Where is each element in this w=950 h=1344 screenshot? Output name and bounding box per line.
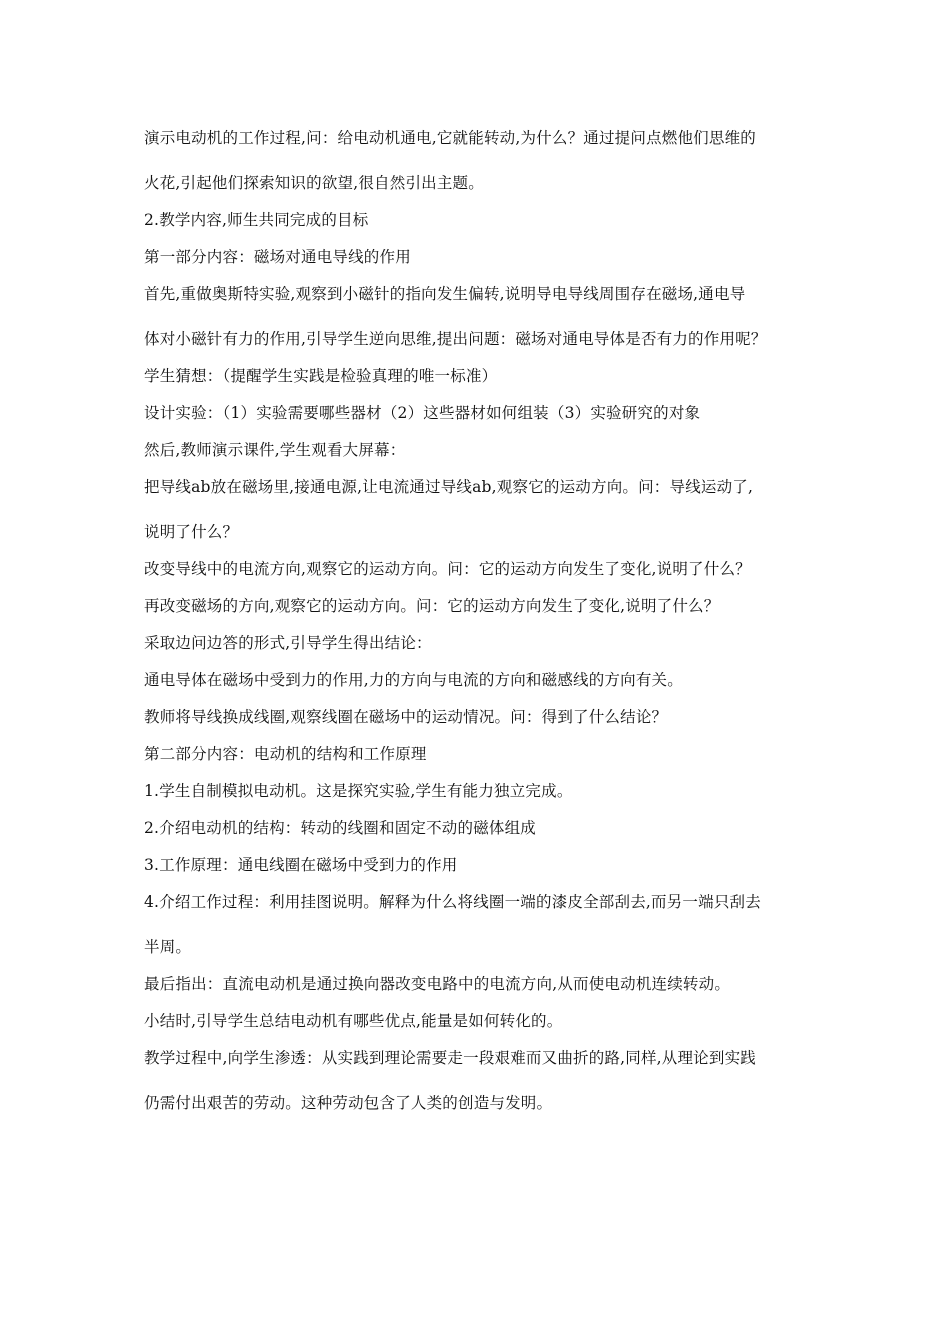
paragraph-line: 采取边问边答的形式,引导学生得出结论： <box>144 634 432 652</box>
paragraph-line: 体对小磁针有力的作用,引导学生逆向思维,提出问题：磁场对通电导体是否有力的作用呢？ <box>144 330 767 348</box>
paragraph-line: 学生猜想：（提醒学生实践是检验真理的唯一标准） <box>144 367 498 385</box>
list-item: 3.工作原理：通电线圈在磁场中受到力的作用 <box>144 856 458 874</box>
paragraph-line: 教学过程中,向学生渗透：从实践到理论需要走一段艰难而又曲折的路,同样,从理论到实践 <box>144 1049 756 1067</box>
section-heading: 2.教学内容,师生共同完成的目标 <box>144 211 369 229</box>
document-body <box>144 121 824 1113</box>
paragraph-line: 说明了什么？ <box>144 523 239 541</box>
paragraph-line: 通电导体在磁场中受到力的作用,力的方向与电流的方向和磁感线的方向有关。 <box>144 671 683 689</box>
paragraph-line: 小结时,引导学生总结电动机有哪些优点,能量是如何转化的。 <box>144 1012 563 1030</box>
paragraph-line: 把导线ab放在磁场里,接通电源,让电流通过导线ab,观察它的运动方向。问：导线运动了, <box>144 478 754 496</box>
paragraph-line: 教师将导线换成线圈,观察线圈在磁场中的运动情况。问：得到了什么结论？ <box>144 708 668 726</box>
paragraph-line: 演示电动机的工作过程,问：给电动机通电,它就能转动,为什么？通过提问点燃他们思维的 <box>144 129 756 147</box>
paragraph-line: 设计实验：（1）实验需要哪些器材（2）这些器材如何组装（3）实验研究的对象 <box>144 404 701 422</box>
paragraph-line: 改变导线中的电流方向,观察它的运动方向。问：它的运动方向发生了变化,说明了什么？ <box>144 560 751 578</box>
paragraph-line: 然后,教师演示课件,学生观看大屏幕： <box>144 441 406 459</box>
paragraph-line: 再改变磁场的方向,观察它的运动方向。问：它的运动方向发生了变化,说明了什么？ <box>144 597 720 615</box>
section-heading: 第一部分内容：磁场对通电导线的作用 <box>144 248 411 266</box>
list-item: 2.介绍电动机的结构：转动的线圈和固定不动的磁体组成 <box>144 819 536 837</box>
paragraph-line: 仍需付出艰苦的劳动。这种劳动包含了人类的创造与发明。 <box>144 1094 553 1112</box>
list-item: 4.介绍工作过程：利用挂图说明。解释为什么将线圈一端的漆皮全部刮去,而另一端只刮去 <box>144 893 761 911</box>
paragraph-line: 首先,重做奥斯特实验,观察到小磁针的指向发生偏转,说明导电导线周围存在磁场,通电导 <box>144 285 746 303</box>
paragraph-line: 火花,引起他们探索知识的欲望,很自然引出主题。 <box>144 174 484 192</box>
section-heading: 第二部分内容：电动机的结构和工作原理 <box>144 745 427 763</box>
paragraph-line: 半周。 <box>144 938 192 956</box>
paragraph-line: 最后指出：直流电动机是通过换向器改变电路中的电流方向,从而使电动机连续转动。 <box>144 975 731 993</box>
list-item: 1.学生自制模拟电动机。这是探究实验,学生有能力独立完成。 <box>144 782 573 800</box>
